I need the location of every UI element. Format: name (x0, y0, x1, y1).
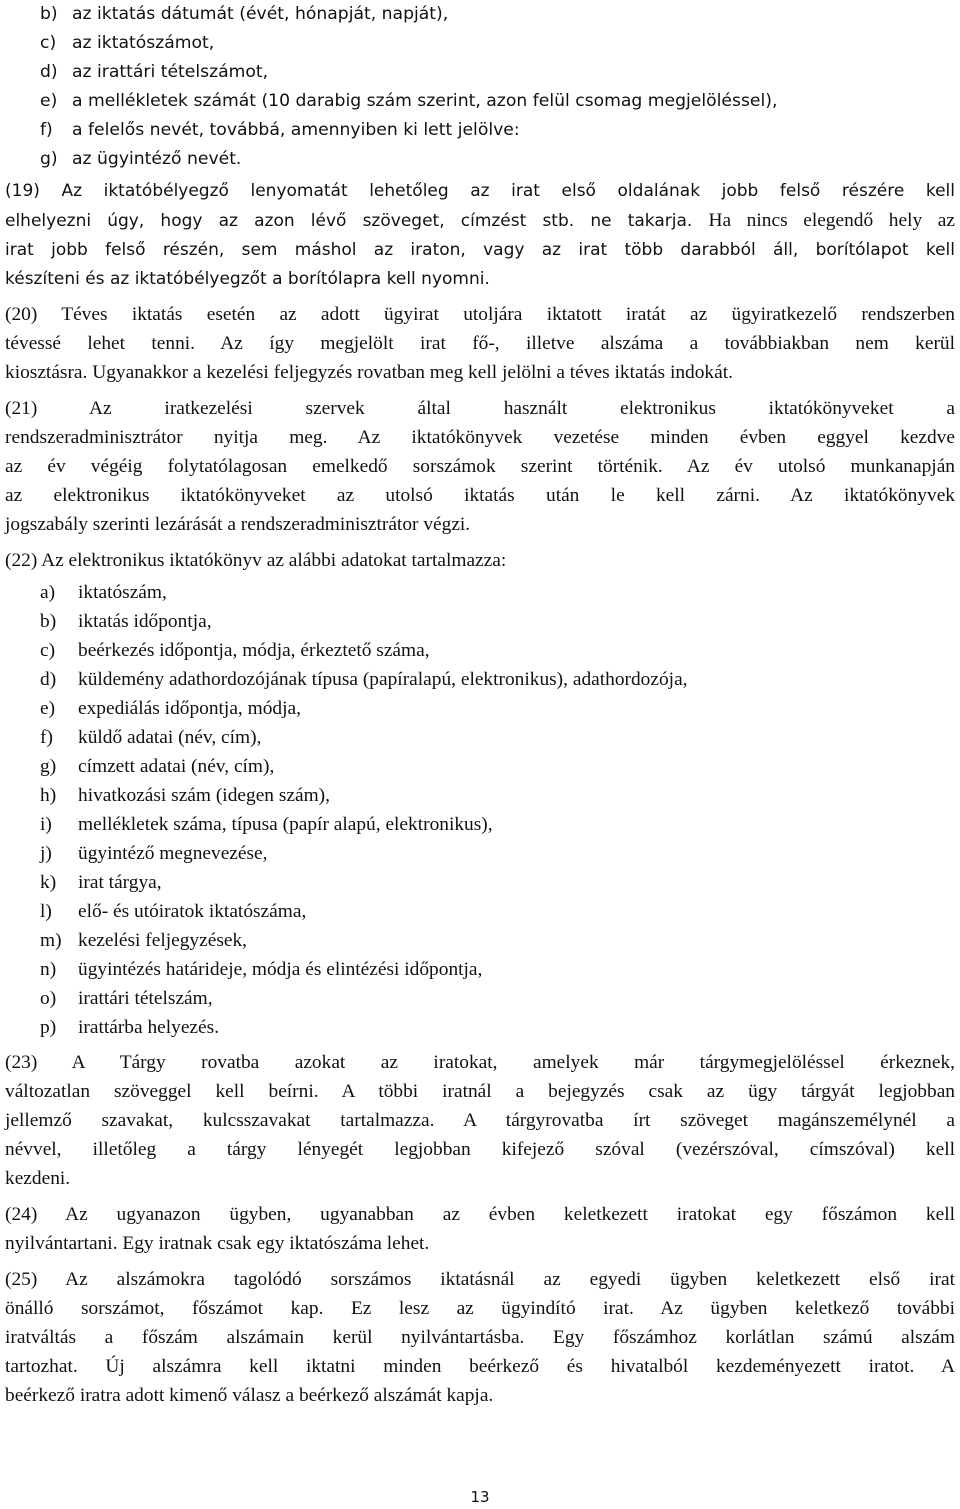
list-item (40, 665, 940, 694)
paragraph-line: (20) Téves iktatás esetén az adott ügyirat utoljára iktatott iratát az ügyiratkezelő rendszerben (5, 304, 955, 325)
paragraph-25 (5, 1265, 955, 1410)
list-letter: b) (40, 4, 58, 24)
list-item (40, 578, 940, 607)
paragraph-line: változatlan szöveggel kell beírni. A többi iratnál a bejegyzés csak az ügy tárgyát legjobban (5, 1081, 955, 1102)
paragraph-line: nyilvántartani. Egy iratnak csak egy iktatószáma lehet. (5, 1233, 430, 1254)
paragraph-line: jogszabály szerinti lezárását a rendszeradminisztrátor végzi. (5, 514, 471, 535)
list-letter: l) (40, 901, 52, 922)
paragraph-line: az év végéig folytatólagosan emelkedő sorszámok szerint történik. Az év utolsó munkanapján (5, 456, 955, 477)
paragraph-line: önálló sorszámot, főszámot kap. Ez lesz az ügyindító irat. Az ügyben keletkező további (5, 1298, 955, 1319)
list-item (40, 723, 940, 752)
list-letter: i) (40, 814, 52, 835)
paragraph-line-part: elhelyezni úgy, hogy az azon lévő szöveget, címzést stb. ne takarja. (5, 211, 693, 231)
top-list (40, 0, 940, 174)
list-item (40, 752, 940, 781)
list-text: az ügyintéző nevét. (72, 149, 242, 169)
list-letter: e) (40, 698, 56, 719)
list-text: irat tárgya, (78, 872, 162, 893)
list-text: hivatkozási szám (idegen szám), (78, 785, 330, 806)
paragraph-line: (24) Az ugyanazon ügyben, ugyanabban az évben keletkezett iratokat egy főszámon kell (5, 1204, 955, 1225)
paragraph-line: az elektronikus iktatókönyveket az utolsó iktatás után le kell zárni. Az iktatókönyvek (5, 485, 955, 506)
list-item (40, 58, 940, 87)
list-letter: b) (40, 611, 57, 632)
list-item (40, 87, 940, 116)
paragraph-line: (25) Az alszámokra tagolódó sorszámos iktatásnál az egyedi ügyben keletkezett első irat (5, 1269, 955, 1290)
paragraph-line: készíteni és az iktatóbélyegzőt a borítólapra kell nyomni. (5, 269, 490, 289)
paragraph-line (5, 206, 955, 236)
list-letter: j) (40, 843, 52, 864)
list-letter: k) (40, 872, 57, 893)
list-item (40, 116, 940, 145)
list-letter: c) (40, 33, 57, 53)
paragraph-line: tartozhat. Új alszámra kell iktatni minden beérkező és hivatalból kezdeményezett iratot. A (5, 1356, 955, 1377)
list-text: küldemény adathordozójának típusa (papíralapú, elektronikus), adathordozója, (78, 669, 688, 690)
list-text: küldő adatai (név, cím), (78, 727, 262, 748)
list-text: elő- és utóiratok iktatószáma, (78, 901, 307, 922)
paragraph-line: jellemző szavakat, kulcsszavakat tartalmazza. A tárgyrovatba írt szöveget magánszemélynél a (5, 1110, 955, 1131)
list-item (40, 868, 940, 897)
list-letter: f) (40, 120, 53, 140)
list-item (40, 955, 940, 984)
list-item (40, 781, 940, 810)
paragraph-line: kezdeni. (5, 1168, 71, 1189)
list-item (40, 897, 940, 926)
list-item (40, 145, 940, 174)
list-item (40, 0, 940, 29)
list-text: kezelési feljegyzések, (78, 930, 248, 951)
list-letter: a) (40, 582, 56, 603)
list-letter: o) (40, 988, 57, 1009)
paragraph-21 (5, 394, 955, 539)
list-item (40, 810, 940, 839)
paragraph-20 (5, 300, 955, 387)
paragraph-line: (21) Az iratkezelési szervek által használt elektronikus iktatókönyveket a (5, 398, 955, 419)
list-text: ügyintézés határideje, módja és elintézési időpontja, (78, 959, 483, 980)
paragraph-line: iratváltás a főszám alszámain kerül nyilvántartásba. Egy főszámhoz korlátlan számú alszám (5, 1327, 955, 1348)
paragraph-line: kiosztásra. Ugyanakkor a kezelési feljegyzés rovatban meg kell jelölni a téves iktatás indokát. (5, 362, 733, 383)
list-item (40, 636, 940, 665)
list-text: címzett adatai (név, cím), (78, 756, 275, 777)
list-letter: d) (40, 62, 58, 82)
list-letter: g) (40, 149, 58, 169)
list-item (40, 984, 940, 1013)
list-text: expediálás időpontja, módja, (78, 698, 301, 719)
paragraph-line: névvel, illetőleg a tárgy lényegét legjobban kifejező szóval (vezérszóval, címszóval) kell (5, 1139, 955, 1160)
list-letter: m) (40, 930, 62, 951)
list-item (40, 607, 940, 636)
list-letter: h) (40, 785, 57, 806)
list-item (40, 1013, 940, 1042)
list-item (40, 926, 940, 955)
list-letter: e) (40, 91, 58, 111)
list-letter: n) (40, 959, 57, 980)
list-letter: d) (40, 669, 57, 690)
paragraph-line: (22) Az elektronikus iktatókönyv az alábbi adatokat tartalmazza: (5, 550, 507, 571)
list-text: mellékletek száma, típusa (papír alapú, elektronikus), (78, 814, 493, 835)
paragraph-line-part: Ha nincs elegendő hely az (708, 210, 955, 231)
paragraph-line: rendszeradminisztrátor nyitja meg. Az iktatókönyvek vezetése minden évben eggyel kezdve (5, 427, 955, 448)
list-text: a felelős nevét, továbbá, amennyiben ki lett jelölve: (72, 120, 520, 140)
paragraph-line: (19) Az iktatóbélyegző lenyomatát lehetőleg az irat első oldalának jobb felső részére kell (5, 181, 955, 201)
registry-fields-list (40, 578, 940, 1042)
paragraph-22 (5, 546, 955, 575)
list-text: az irattári tételszámot, (72, 62, 269, 82)
list-letter: f) (40, 727, 53, 748)
paragraph-23 (5, 1048, 955, 1193)
list-text: iktatószám, (78, 582, 167, 603)
list-text: a mellékletek számát (10 darabig szám szerint, azon felül csomag megjelöléssel), (72, 91, 778, 111)
list-letter: g) (40, 756, 57, 777)
list-text: beérkezés időpontja, módja, érkeztető száma, (78, 640, 430, 661)
paragraph-line: beérkező iratra adott kimenő válasz a beérkező alszámát kapja. (5, 1385, 494, 1406)
list-letter: c) (40, 640, 56, 661)
list-text: irattárba helyezés. (78, 1017, 220, 1038)
paragraph-24 (5, 1200, 955, 1258)
list-item (40, 29, 940, 58)
paragraph-line: (23) A Tárgy rovatba azokat az iratokat, amelyek már tárgymegjelöléssel érkeznek, (5, 1052, 955, 1073)
list-item (40, 839, 940, 868)
list-text: az iktatószámot, (72, 33, 215, 53)
page-number: 13 (470, 1488, 490, 1506)
list-text: ügyintéző megnevezése, (78, 843, 268, 864)
list-text: az iktatás dátumát (évét, hónapját, napját), (72, 4, 449, 24)
paragraph-line: tévessé lehet tenni. Az így megjelölt irat fő-, illetve alszáma a továbbiakban nem kerül (5, 333, 955, 354)
list-letter: p) (40, 1017, 57, 1038)
list-item (40, 694, 940, 723)
paragraph-line: irat jobb felső részén, sem máshol az iraton, vagy az irat több darabból áll, borítólapot kell (5, 240, 955, 260)
list-text: irattári tételszám, (78, 988, 213, 1009)
list-text: iktatás időpontja, (78, 611, 212, 632)
paragraph-19 (5, 177, 955, 294)
